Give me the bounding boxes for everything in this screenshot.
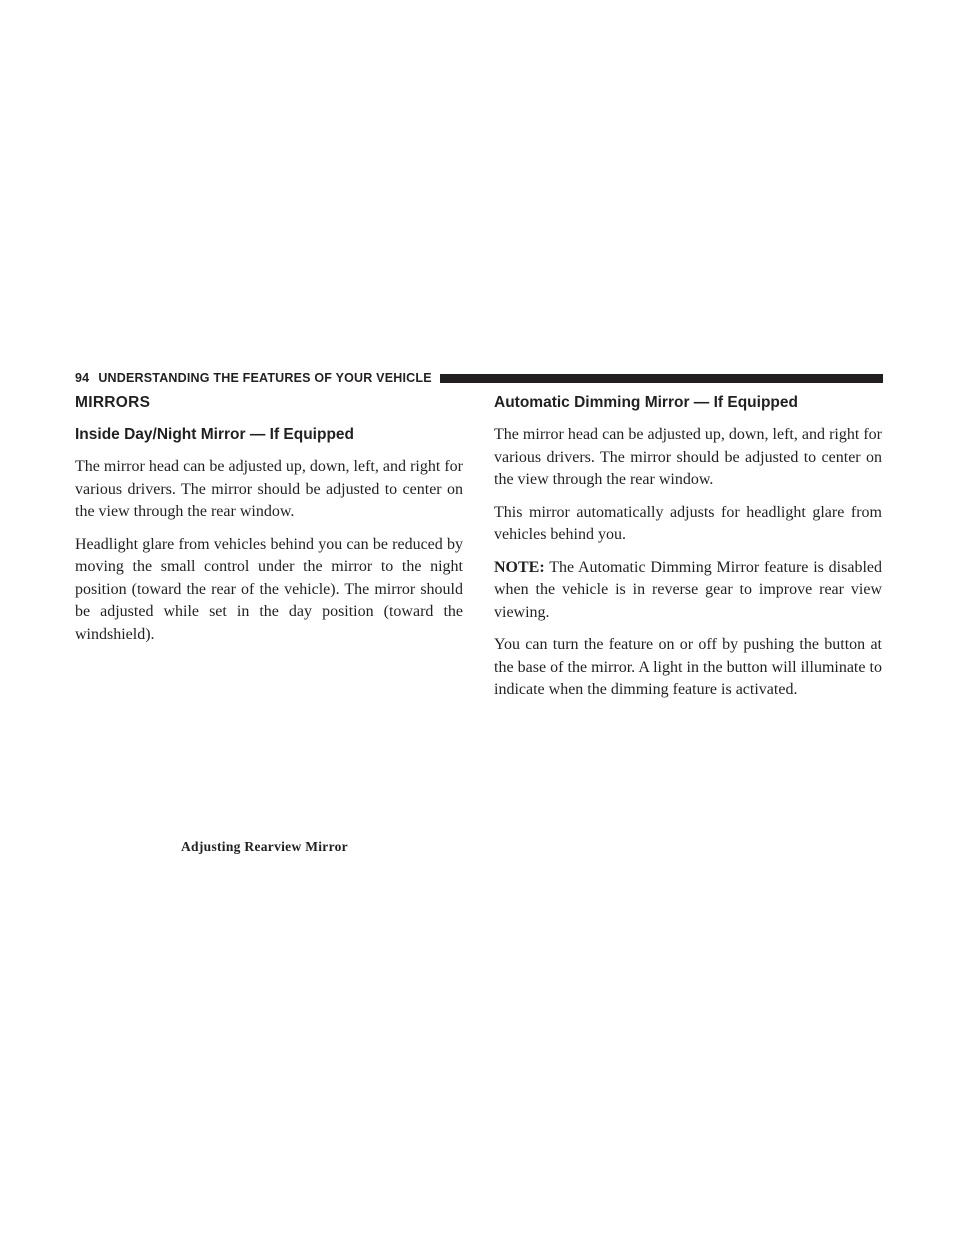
section-heading: MIRRORS [75, 394, 151, 411]
section-title: UNDERSTANDING THE FEATURES OF YOUR VEHICLE [98, 371, 432, 385]
subheading-day-night-mirror: Inside Day/Night Mirror — If Equipped [75, 426, 355, 443]
paragraph: You can turn the feature on or off by pushing the button at the base of the mirror. A light in the button will illuminate to indicate when the dimming feature is activated. [494, 636, 882, 698]
note-paragraph [494, 557, 882, 625]
note-text: The Automatic Dimming Mirror feature is disabled when the vehicle is in reverse gear to improve rear view viewing. [494, 558, 882, 621]
left-column [75, 392, 463, 656]
paragraph: The mirror head can be adjusted up, down, left, and right for various drivers. The mirror should be adjusted to center on the view through the rear window. [75, 458, 463, 520]
note-label: NOTE: [494, 558, 545, 576]
paragraph: Headlight glare from vehicles behind you can be reduced by moving the small control under the mirror to the night position (toward the rear of the vehicle). The mirror should be adjusted while set in the day position (toward the windshield). [75, 535, 463, 643]
right-column [494, 392, 882, 712]
figure-caption: Adjusting Rearview Mirror [181, 839, 348, 854]
paragraph: The mirror head can be adjusted up, down, left, and right for various drivers. The mirror should be adjusted to center on the view through the rear window. [494, 426, 882, 488]
page-header [75, 371, 883, 385]
paragraph: This mirror automatically adjusts for headlight glare from vehicles behind you. [494, 503, 882, 543]
subheading-auto-dimming-mirror: Automatic Dimming Mirror — If Equipped [494, 394, 798, 411]
page-number: 94 [75, 371, 90, 385]
header-rule [440, 374, 883, 383]
rearview-mirror-figure [75, 650, 463, 830]
